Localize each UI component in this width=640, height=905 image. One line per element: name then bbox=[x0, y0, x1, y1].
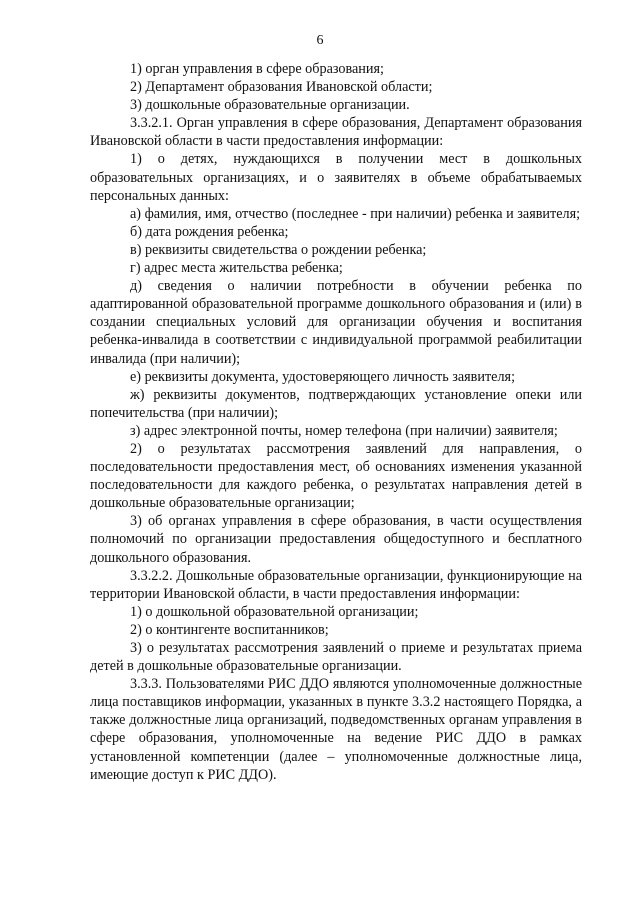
page-number: 6 bbox=[316, 33, 324, 48]
document-body bbox=[90, 60, 582, 784]
clause-3-3-2-1: 3.3.2.1. Орган управления в сфере образования, Департамент образования Ивановской области в части предоставления информации: bbox=[90, 115, 582, 150]
list-item-organ-upravleniya: 1) орган управления в сфере образования; bbox=[130, 61, 384, 77]
sub-item-zh: ж) реквизиты документов, подтверждающих установление опеки или попечительства (при наличии); bbox=[90, 386, 582, 421]
list-item-o-rezultatah: 2) о результатах рассмотрения заявлений для направления, о последовательности предоставления мест, об основаниях изменения указанной последовательности для каждого ребенка, о результатах направления детей в дошкольные образовательные организации; bbox=[90, 440, 582, 512]
sub-item-v: в) реквизиты свидетельства о рождении ребенка; bbox=[130, 241, 427, 258]
list-item-o-kontingente: 2) о контингенте воспитанников; bbox=[130, 621, 329, 638]
sub-item-e: е) реквизиты документа, удостоверяющего личность заявителя; bbox=[130, 368, 516, 385]
clause-3-3-2-2: 3.3.2.2. Дошкольные образовательные организации, функционирующие на территории Ивановской области, в части предоставления информации: bbox=[90, 567, 582, 602]
sub-item-d: д) сведения о наличии потребности в обучении ребенка по адаптированной образовательной программе дошкольного образования и (или) в создании специальных условий для организации обучения и воспитания ребенка-инвалида в соответствии с индивидуальной программой реабилитации инвалида (при наличии); bbox=[90, 278, 582, 367]
list-item-o-detyah: 1) о детях, нуждающихся в получении мест в дошкольных образовательных организациях, и о заявителях в объеме обрабатываемых персональных данных: bbox=[90, 151, 582, 204]
list-item-doshkolnye-organizacii: 3) дошкольные образовательные организации. bbox=[130, 97, 410, 114]
sub-item-g: г) адрес места жительства ребенка; bbox=[130, 260, 343, 277]
list-item-departament: 2) Департамент образования Ивановской области; bbox=[130, 79, 433, 96]
list-item-o-rezultatah-priema: 3) о результатах рассмотрения заявлений о приеме и результатах приема детей в дошкольные образовательные организации. bbox=[90, 640, 582, 675]
clause-3-3-3: 3.3.3. Пользователями РИС ДДО являются уполномоченные должностные лица поставщиков информации, указанных в пункте 3.3.2 настоящего Порядка, а также должностные лица организаций, подведомственных органам управления в сфере образования, уполномоченные на ведение РИС ДДО в рамках установленной компетенции (далее – уполномоченные должностные лица, имеющие доступ к РИС ДДО). bbox=[90, 676, 582, 783]
list-item-o-doshkolnoy-organizacii: 1) о дошкольной образовательной организации; bbox=[130, 603, 419, 620]
sub-item-z: з) адрес электронной почты, номер телефона (при наличии) заявителя; bbox=[130, 422, 558, 439]
list-item-ob-organah: 3) об органах управления в сфере образования, в части осуществления полномочий по организации предоставления общедоступного и бесплатного дошкольного образования. bbox=[90, 513, 582, 566]
sub-item-b: б) дата рождения ребенка; bbox=[130, 223, 289, 240]
sub-item-a: а) фамилия, имя, отчество (последнее - при наличии) ребенка и заявителя; bbox=[130, 205, 581, 222]
